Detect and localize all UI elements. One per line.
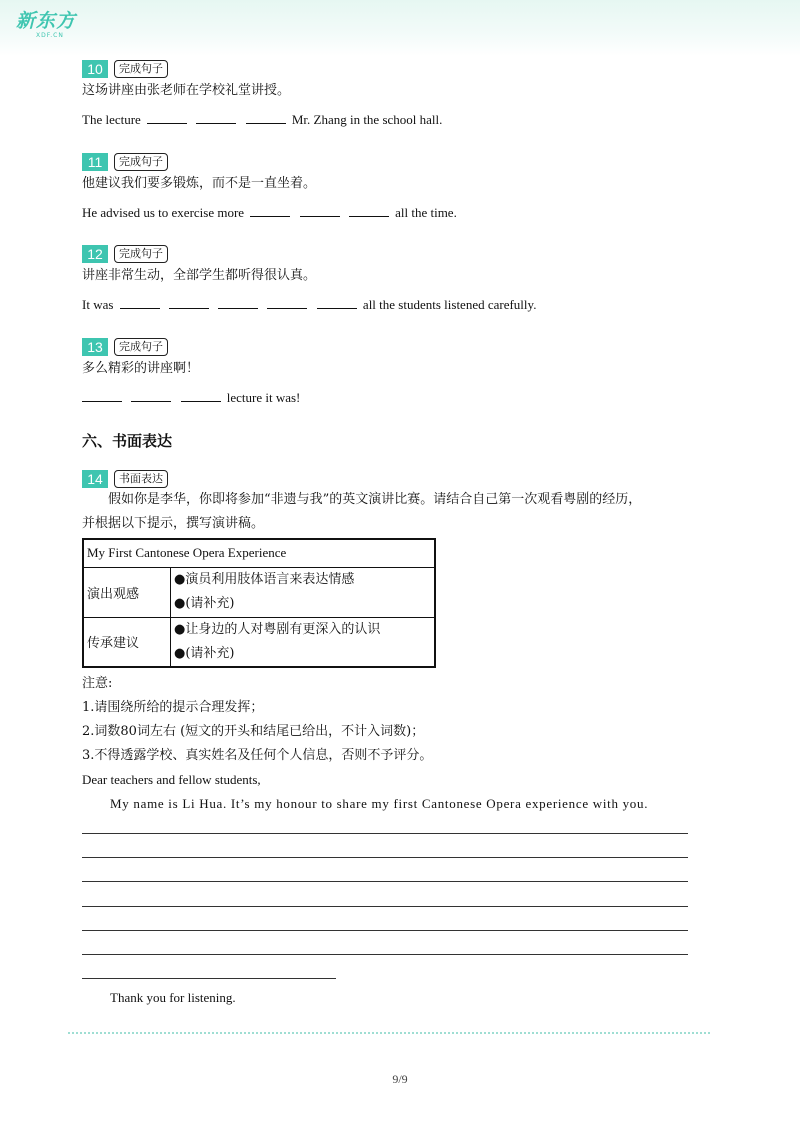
question-english: [82, 110, 442, 130]
question-header: [82, 245, 536, 263]
question-chinese: 讲座非常生动，全部学生都听得很认真。: [82, 268, 317, 283]
question-10: [82, 60, 442, 130]
question-type-tag: 书面表达: [114, 470, 168, 488]
logo-sub: XDF.CN: [36, 32, 64, 39]
hint-row-label: 传承建议: [83, 617, 171, 667]
hint-table-title: My First Cantonese Opera Experience: [83, 539, 435, 567]
answer-blank[interactable]: [147, 111, 187, 124]
answer-blank[interactable]: [218, 296, 258, 309]
question-chinese: 这场讲座由张老师在学校礼堂讲授。: [82, 83, 291, 98]
writing-line[interactable]: [82, 930, 688, 931]
hint-item: ●(请补充): [174, 596, 235, 611]
question-13: [82, 338, 300, 408]
answer-blank[interactable]: [267, 296, 307, 309]
note-item: 3.不得透露学校、真实姓名及任何个人信息，否则不予评分。: [82, 748, 433, 763]
question-header: [82, 60, 442, 78]
answer-blank[interactable]: [169, 296, 209, 309]
page-number: 9/9: [392, 1072, 408, 1086]
prompt-line: 并根据以下提示，撰写演讲稿。: [82, 516, 265, 531]
prompt-line: 假如你是李华，你即将参加“非遗与我”的英文演讲比赛。请结合自己第一次观看粤剧的经历，: [108, 492, 642, 507]
hint-item: ●演员利用肢体语言来表达情感: [174, 572, 355, 587]
question-english: [82, 295, 536, 315]
question-number: 12: [82, 245, 108, 263]
hint-row-label: 演出观感: [83, 567, 171, 617]
hint-item: ●让身边的人对粤剧有更深入的认识: [174, 621, 381, 637]
xdf-logo: [16, 10, 80, 44]
sentence-start: The lecture: [82, 112, 141, 127]
note-item: 2.词数80词左右 (短文的开头和结尾已给出，不计入词数)；: [82, 724, 425, 739]
hint-row-content: [171, 567, 436, 617]
question-header: [82, 470, 168, 488]
question-header: [82, 153, 457, 171]
answer-blank[interactable]: [349, 204, 389, 217]
answer-blank[interactable]: [246, 111, 286, 124]
answer-blank[interactable]: [181, 389, 221, 402]
writing-line[interactable]: [82, 978, 336, 979]
question-type-tag: 完成句子: [114, 60, 168, 78]
question-english: [82, 388, 300, 408]
question-12: [82, 245, 536, 315]
footer-divider: [68, 1032, 710, 1034]
hint-table: [82, 538, 436, 668]
letter-opening: My name is Li Hua. It’s my honour to share my first Cantonese Opera experience with you.: [110, 796, 649, 811]
question-chinese: 他建议我们要多锻炼，而不是一直坐着。: [82, 176, 317, 191]
question-11: [82, 153, 457, 223]
sentence-end: all the students listened carefully.: [362, 297, 537, 312]
answer-blank[interactable]: [131, 389, 171, 402]
question-type-tag: 完成句子: [114, 338, 168, 356]
sentence-end: all the time.: [395, 205, 457, 220]
notes-title: 注意:: [82, 676, 113, 691]
sentence-start: It was: [82, 297, 114, 312]
answer-blank[interactable]: [250, 204, 290, 217]
question-number: 10: [82, 60, 108, 78]
header-band: [0, 0, 800, 56]
letter-greeting: Dear teachers and fellow students,: [82, 772, 261, 787]
writing-line[interactable]: [82, 954, 688, 955]
letter-closing: Thank you for listening.: [110, 990, 236, 1005]
writing-line[interactable]: [82, 881, 688, 882]
hint-row-content: [171, 617, 436, 667]
question-chinese: 多么精彩的讲座啊！: [82, 361, 200, 376]
writing-line[interactable]: [82, 857, 688, 858]
question-header: [82, 338, 300, 356]
sentence-end: Mr. Zhang in the school hall.: [291, 112, 443, 127]
writing-prompt: [82, 488, 702, 536]
answer-blank[interactable]: [300, 204, 340, 217]
question-number: 14: [82, 470, 108, 488]
answer-blank[interactable]: [82, 389, 122, 402]
question-14: [82, 470, 168, 488]
note-item: 1.请围绕所给的提示合理发挥；: [82, 700, 264, 715]
question-number: 13: [82, 338, 108, 356]
question-number: 11: [82, 153, 108, 171]
section-title: 六、书面表达: [82, 432, 173, 450]
writing-line[interactable]: [82, 906, 688, 907]
logo-text: 新东方: [16, 10, 77, 32]
answer-blank[interactable]: [120, 296, 160, 309]
notes: [82, 672, 432, 792]
answer-blank[interactable]: [196, 111, 236, 124]
question-type-tag: 完成句子: [114, 245, 168, 263]
sentence-end: lecture it was!: [226, 390, 301, 405]
sentence-start: He advised us to exercise more: [82, 205, 245, 220]
writing-line[interactable]: [82, 833, 688, 834]
hint-item: ●(请补充): [174, 645, 235, 661]
answer-blank[interactable]: [317, 296, 357, 309]
question-type-tag: 完成句子: [114, 153, 168, 171]
question-english: [82, 203, 457, 223]
